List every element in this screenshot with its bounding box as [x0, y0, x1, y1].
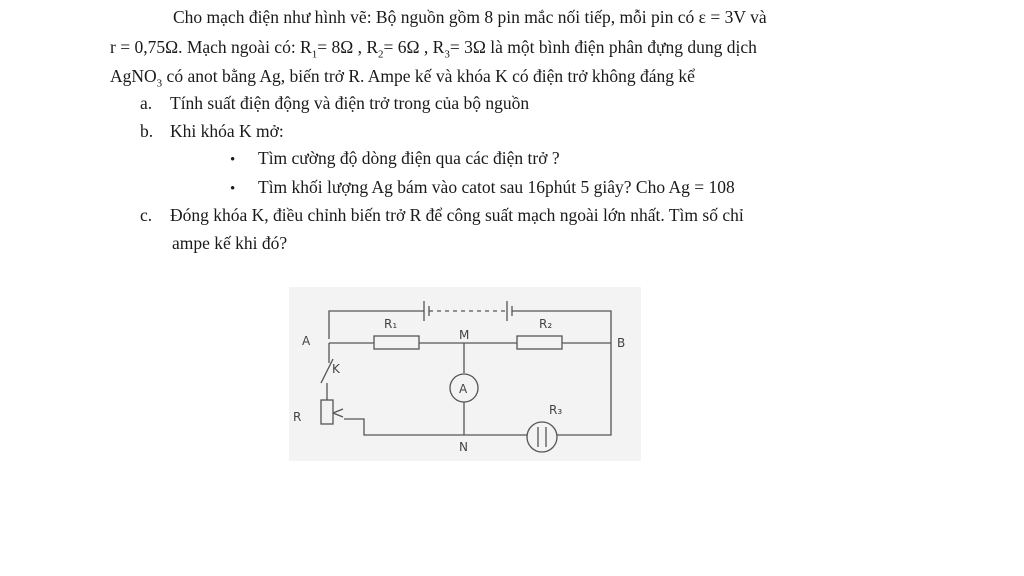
bullet-icon: •: [230, 152, 236, 168]
question-text: Tính suất điện động và điện trở trong của bộ nguồn: [170, 93, 530, 113]
question-text: Khi khóa K mở:: [170, 121, 284, 141]
question-c: [140, 204, 744, 226]
subscript: 2: [378, 48, 384, 61]
question-text: Tìm cường độ dòng điện qua các điện trở ?: [258, 148, 560, 168]
problem-line-1: [173, 6, 767, 28]
subscript: 3: [444, 48, 450, 61]
question-text: ampe kế khi đó?: [172, 233, 288, 253]
ammeter-label: A: [459, 382, 468, 396]
question-text: Đóng khóa K, điều chỉnh biến trở R để công suất mạch ngoài lớn nhất. Tìm số chỉ: [170, 205, 744, 225]
question-a: [140, 92, 529, 114]
label-rheostat-r: R: [293, 410, 302, 424]
problem-line-2: [110, 36, 757, 61]
problem-text: Cho mạch điện như hình vẽ: Bộ nguồn gồm 8 pin mắc nối tiếp, mỗi pin có ε = 3V và: [173, 7, 767, 27]
circuit-diagram: [289, 287, 641, 461]
problem-text: = 8Ω , R: [317, 37, 379, 57]
question-b: [140, 120, 284, 142]
label-node-m: M: [459, 328, 470, 342]
problem-line-3: [110, 65, 695, 90]
question-c-continued: [172, 232, 287, 254]
label-r3: R₃: [549, 403, 563, 417]
label-node-a: A: [302, 334, 311, 348]
question-label: b.: [140, 121, 154, 141]
label-node-b: B: [617, 336, 626, 350]
label-node-n: N: [459, 440, 468, 454]
problem-text: = 6Ω , R: [383, 37, 445, 57]
question-label: a.: [140, 93, 153, 113]
problem-text: có anot bằng Ag, biến trở R. Ampe kế và khóa K có điện trở không đáng kể: [162, 66, 695, 86]
question-b-item-2: [230, 176, 735, 200]
question-b-item-1: [230, 147, 560, 171]
label-r2: R₂: [539, 317, 553, 331]
label-r1: R₁: [384, 317, 398, 331]
subscript: 1: [311, 48, 318, 61]
problem-text: r = 0,75Ω. Mạch ngoài có: R: [110, 37, 312, 57]
subscript: 3: [156, 77, 163, 90]
label-switch-k: K: [332, 362, 340, 376]
question-label: c.: [140, 205, 153, 225]
problem-text: = 3Ω là một bình điện phân đựng dung dịch: [449, 37, 757, 57]
question-text: Tìm khối lượng Ag bám vào catot sau 16phút 5 giây? Cho Ag = 108: [258, 177, 735, 197]
bullet-icon: •: [230, 181, 236, 197]
problem-text: AgNO: [110, 66, 157, 86]
